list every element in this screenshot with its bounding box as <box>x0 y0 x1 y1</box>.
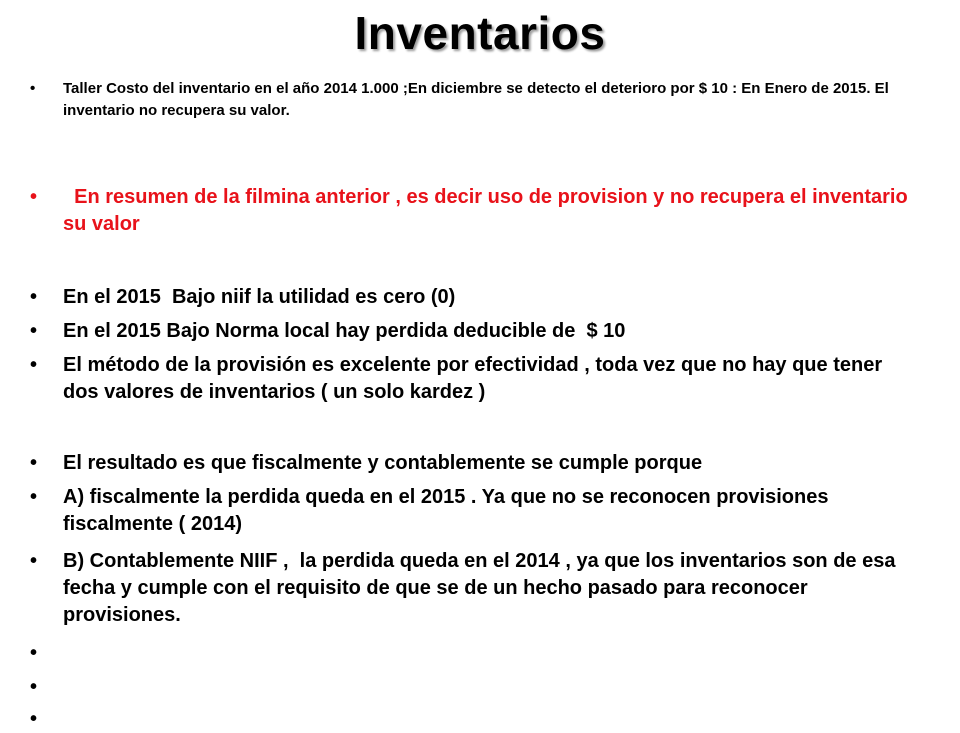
bullet-text: Taller Costo del inventario en el año 2014 1.000 ;En diciembre se detecto el deterioro por $ 10 : En Enero de 2015. El inventario no recupera su valor. <box>63 80 889 119</box>
bullet-icon: • <box>30 186 38 208</box>
bullet-text: El método de la provisión es excelente por efectividad , toda vez que no hay que tener dos valores de inventarios ( un solo kardez ) <box>63 354 883 403</box>
bullet-item-highlight <box>30 184 914 238</box>
bullet-item <box>30 352 910 406</box>
bullet-text: En el 2015 Bajo Norma local hay perdida deducible de $ 10 <box>63 320 626 342</box>
bullet-icon: • <box>30 320 38 342</box>
bullet-item <box>30 450 910 477</box>
bullet-item <box>30 284 910 311</box>
bullet-item <box>30 318 910 345</box>
bullet-item <box>30 548 910 629</box>
bullet-text: En resumen de la filmina anterior , es decir uso de provision y no recupera el inventario su valor <box>63 186 914 235</box>
bullet-item <box>30 78 910 122</box>
bullet-icon: • <box>30 80 36 97</box>
bullet-text: B) Contablemente NIIF , la perdida queda en el 2014 , ya que los inventarios son de esa fecha y cumple con el requisito de que se de un hecho pasado para reconocer provisiones. <box>63 550 902 626</box>
bullet-icon: • <box>30 354 38 376</box>
bullet-icon: • <box>30 452 38 474</box>
bullet-icon: • <box>30 708 38 730</box>
bullet-icon: • <box>30 286 38 308</box>
bullet-text: En el 2015 Bajo niif la utilidad es cero (0) <box>63 286 456 308</box>
bullet-item <box>30 484 910 538</box>
bullet-icon: • <box>30 642 38 664</box>
slide-title: Inventarios <box>354 7 606 59</box>
bullet-text: A) fiscalmente la perdida queda en el 2015 . Ya que no se reconocen provisiones fiscalmente ( 2014) <box>63 486 829 535</box>
bullet-icon: • <box>30 550 38 572</box>
bullet-icon: • <box>30 486 38 508</box>
bullet-text: El resultado es que fiscalmente y contablemente se cumple porque <box>63 452 703 474</box>
bullet-icon: • <box>30 676 38 698</box>
